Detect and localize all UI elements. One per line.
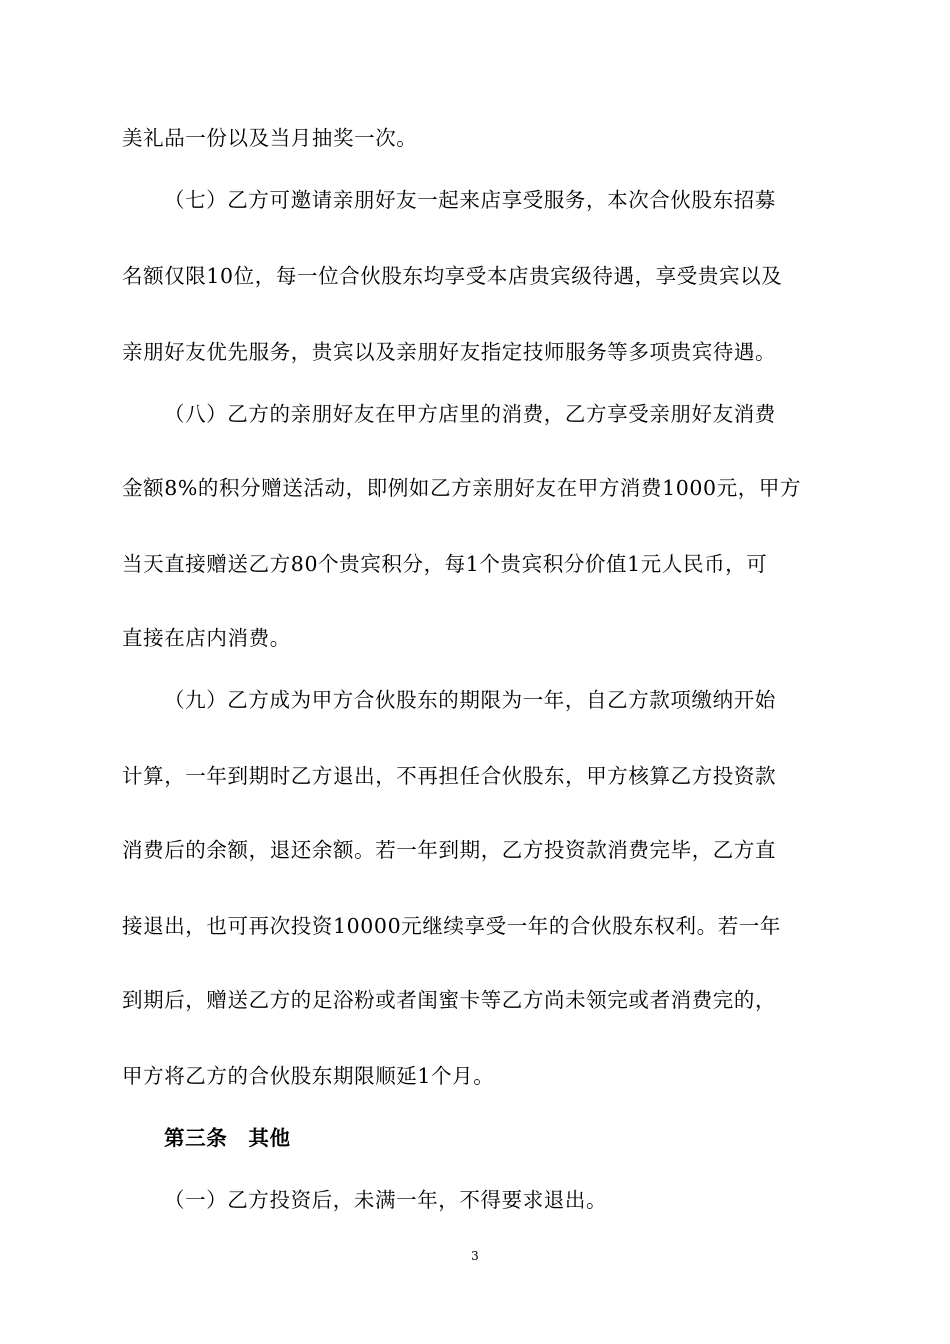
paragraph-line: 接退出，也可再次投资10000元继续享受一年的合伙股东权利。若一年 [122,914,782,938]
section-heading: 第三条 其他 [164,1126,291,1150]
page-number: 3 [471,1249,479,1263]
paragraph-line: 消费后的余额，退还余额。若一年到期，乙方投资款消费完毕，乙方直 [122,838,777,862]
paragraph-line: （八）乙方的亲朋好友在甲方店里的消费，乙方享受亲朋好友消费 [164,402,776,426]
paragraph-line: 计算，一年到期时乙方退出，不再担任合伙股东，甲方核算乙方投资款 [122,764,777,788]
paragraph-line: （九）乙方成为甲方合伙股东的期限为一年，自乙方款项缴纳开始 [164,688,776,712]
paragraph-line: 直接在店内消费。 [122,626,291,650]
paragraph-line: 亲朋好友优先服务，贵宾以及亲朋好友指定技师服务等多项贵宾待遇。 [122,340,777,364]
paragraph-line: （一）乙方投资后，未满一年，不得要求退出。 [164,1188,608,1212]
paragraph-line: 甲方将乙方的合伙股东期限顺延1个月。 [122,1064,495,1088]
paragraph-line: （七）乙方可邀请亲朋好友一起来店享受服务，本次合伙股东招募 [164,188,776,212]
paragraph-line: 金额8%的积分赠送活动，即例如乙方亲朋好友在甲方消费1000元，甲方 [122,476,802,500]
paragraph-line: 美礼品一份以及当月抽奖一次。 [122,126,418,150]
paragraph-line: 到期后，赠送乙方的足浴粉或者闺蜜卡等乙方尚未领完或者消费完的， [122,988,777,1012]
paragraph-line: 名额仅限10位，每一位合伙股东均享受本店贵宾级待遇，享受贵宾以及 [122,264,783,288]
paragraph-line: 当天直接赠送乙方80个贵宾积分，每1个贵宾积分价值1元人民币，可 [122,552,768,576]
